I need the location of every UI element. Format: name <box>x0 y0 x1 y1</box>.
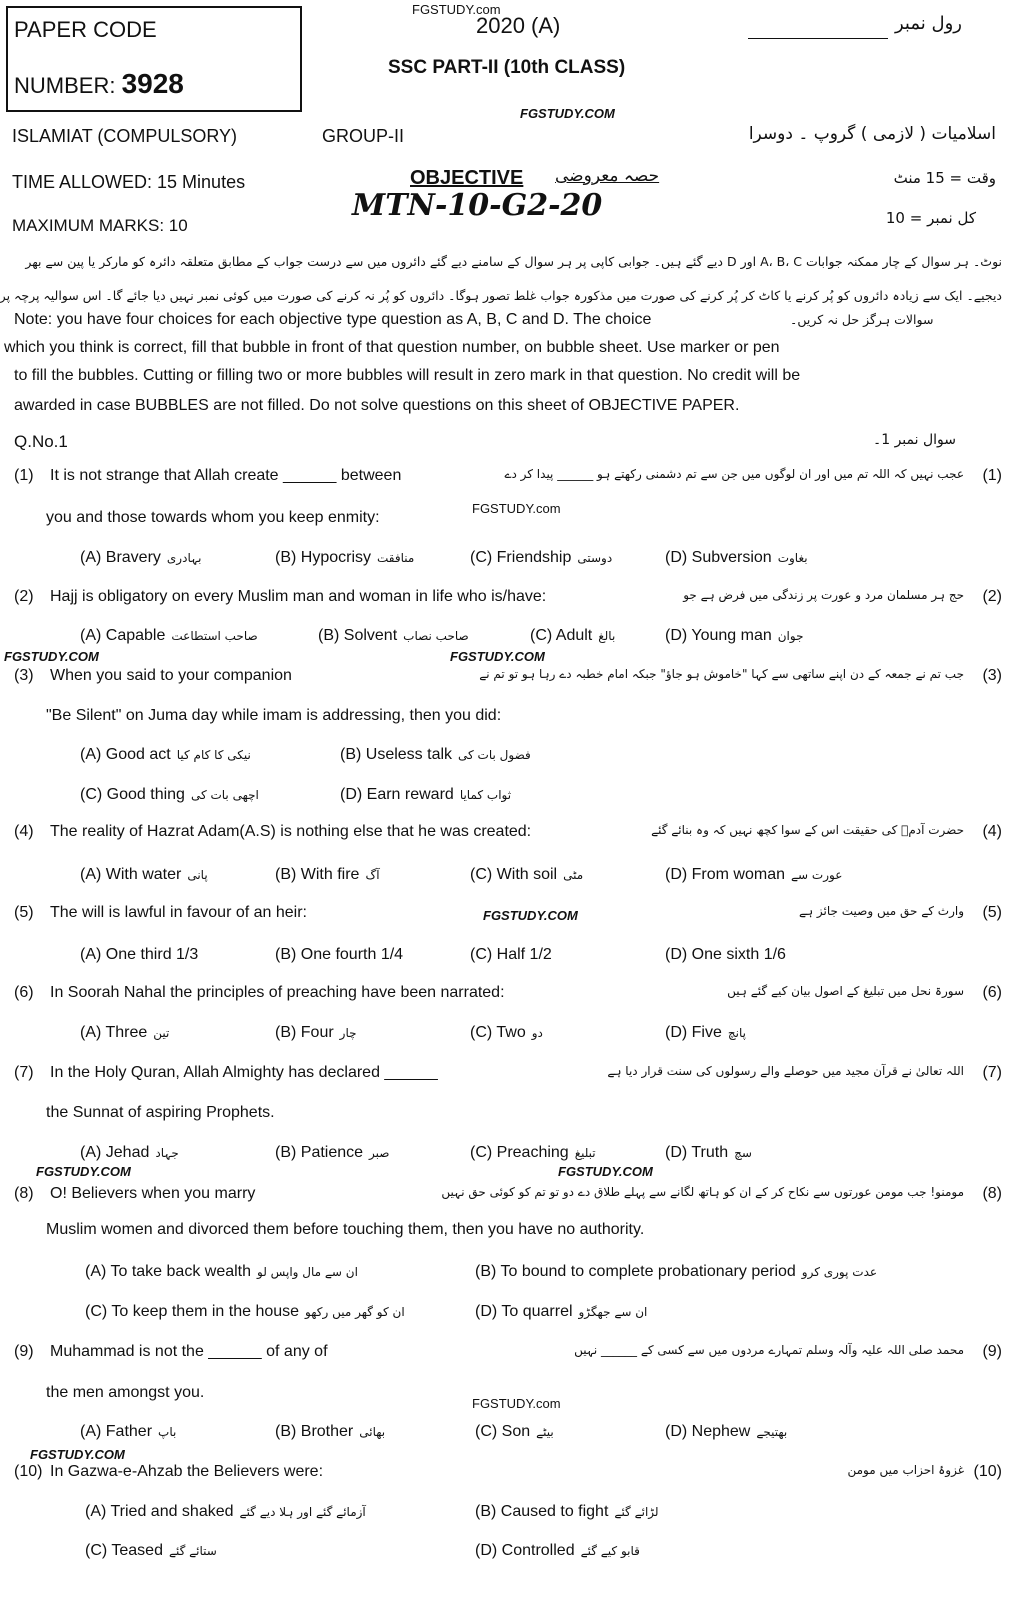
option-label: (B) Patience <box>275 1144 364 1161</box>
option-b <box>275 945 409 965</box>
option-label: (A) Three <box>80 1024 148 1041</box>
question-text: The will is lawful in favour of an heir: <box>50 904 307 921</box>
objective-urdu: حصہ معروضی <box>555 166 660 186</box>
roll-no-label: رول نمبر <box>895 13 962 34</box>
watermark: FGSTUDY.com <box>412 2 501 17</box>
option-urdu-label: صاحب نصاب <box>403 629 469 643</box>
question-number: (2) <box>14 588 34 605</box>
question-text: In Soorah Nahal the principles of preaching have been narrated: <box>50 984 505 1001</box>
option-d <box>665 1023 746 1043</box>
option-c <box>470 1023 543 1043</box>
question-urdu: حج ہر مسلمان مرد و عورت پر زندگی میں فرض ہے جو <box>683 588 964 602</box>
option-urdu-label: دوستی <box>577 551 613 565</box>
option-label: (B) With fire <box>275 866 360 883</box>
option-urdu-label: عورت سے <box>791 868 843 882</box>
question-number: (4) <box>14 823 34 840</box>
option-label: (D) Truth <box>665 1144 729 1161</box>
option-label: (A) Good act <box>80 746 171 763</box>
question-urdu: حضرت آدمؑ کی حقیقت اس کے سوا کچھ نہیں کہ وہ بنائے گئے <box>651 823 964 837</box>
option-urdu-label: تبلیغ <box>574 1146 596 1160</box>
option-a <box>80 548 201 568</box>
question-urdu: وارث کے حق میں وصیت جائز ہے <box>799 904 964 918</box>
question-urdu: اللہ تعالیٰ نے قرآن مجید میں حوصلے والے رسولوں کی سنت قرار دیا ہے <box>607 1064 964 1078</box>
option-d <box>475 1541 640 1561</box>
option-urdu-label: ستائے گئے <box>168 1544 217 1558</box>
option-d <box>340 785 511 805</box>
question-number: (5) <box>14 904 34 921</box>
option-urdu-label: باپ <box>158 1425 177 1439</box>
option-urdu-label: پانچ <box>727 1026 746 1040</box>
year: 2020 (A) <box>476 13 561 38</box>
subject: ISLAMIAT (COMPULSORY) <box>12 126 238 146</box>
option-urdu-label: بغاوت <box>777 551 808 565</box>
option-label: (A) Capable <box>80 627 166 644</box>
instruction-english-1: Note: you have four choices for each objective type question as A, B, C and D. The choice <box>14 311 652 328</box>
option-d <box>665 945 792 965</box>
paper-code-label: PAPER CODE <box>14 17 157 42</box>
option-urdu-label: منافقت <box>377 551 415 565</box>
option-a <box>80 1143 179 1163</box>
option-urdu-label: صبر <box>369 1146 390 1160</box>
option-urdu-label: بھتیجے <box>756 1425 788 1439</box>
instruction-urdu-3: سوالات ہرگز حل نہ کریں۔ <box>790 312 934 327</box>
number-label-text: NUMBER: <box>14 73 116 98</box>
class-title: SSC PART-II (10th CLASS) <box>388 57 626 78</box>
option-urdu-label: نیکی کا کام کیا <box>176 748 251 762</box>
option-c <box>470 945 558 965</box>
instruction-english-4: awarded in case BUBBLES are not filled. Do not solve questions on this sheet of OBJECTIVE PAPER. <box>14 397 740 414</box>
option-urdu-label: ان کو گھر میں رکھو <box>305 1305 405 1319</box>
watermark: FGSTUDY.com <box>472 1396 561 1411</box>
option-b <box>275 1023 357 1043</box>
option-label: (C) Two <box>470 1024 526 1041</box>
option-label: (C) To keep them in the house <box>85 1303 300 1320</box>
watermark: FGSTUDY.COM <box>483 908 578 923</box>
option-label: (C) Son <box>475 1423 531 1440</box>
option-label: (B) Four <box>275 1024 334 1041</box>
option-urdu-label: بہادری <box>166 551 202 565</box>
option-urdu-label: جوان <box>777 629 804 643</box>
option-c <box>80 785 259 805</box>
number-label <box>14 68 184 99</box>
option-b <box>275 1143 389 1163</box>
option-c <box>470 1143 596 1163</box>
option-d <box>665 548 808 568</box>
option-c <box>475 1422 554 1442</box>
option-urdu-label: ان سے مال واپس لو <box>257 1265 358 1279</box>
option-urdu-label: فضول بات کی <box>458 748 531 762</box>
option-label: (A) Bravery <box>80 549 161 566</box>
option-label: (C) Good thing <box>80 786 185 803</box>
question-text: Muhammad is not the ______ of any of <box>50 1343 328 1360</box>
option-label: (A) Jehad <box>80 1144 150 1161</box>
option-c <box>470 548 612 568</box>
question-number-right: (4) <box>982 823 1002 840</box>
question-number: (9) <box>14 1343 34 1360</box>
watermark: FGSTUDY.COM <box>30 1447 125 1462</box>
option-urdu-label: جہاد <box>155 1146 179 1160</box>
subject-urdu: اسلامیات ( لازمی ) گروپ ۔ دوسرا <box>748 124 996 144</box>
question-text: In Gazwa-e-Ahzab the Believers were: <box>50 1463 324 1480</box>
question-number-right: (9) <box>982 1343 1002 1360</box>
option-label: (B) Hypocrisy <box>275 549 372 566</box>
option-urdu-label: لڑائے گئے <box>614 1505 659 1519</box>
question-number-right: (2) <box>982 588 1002 605</box>
instruction-english-2: which you think is correct, fill that bubble in front of that question number, on bubble sheet. Use marker or pen <box>4 339 780 356</box>
watermark: FGSTUDY.COM <box>520 106 615 121</box>
option-label: (A) To take back wealth <box>85 1263 252 1280</box>
option-c <box>85 1541 217 1561</box>
question-number-right: (5) <box>982 904 1002 921</box>
option-label: (C) Preaching <box>470 1144 569 1161</box>
option-a <box>80 945 204 965</box>
instruction-english-3: to fill the bubbles. Cutting or filling two or more bubbles will result in zero mark in that question. No credit will be <box>14 367 801 384</box>
option-b <box>475 1502 659 1522</box>
option-c <box>85 1302 405 1322</box>
question-number: (10) <box>14 1463 43 1480</box>
instruction-urdu-1: نوٹ۔ ہر سوال کے چار ممکنہ جوابات A، B، C اور D دیے گئے ہیں۔ جوابی کاپی پر ہر سوال کے سامنے دیے گئے دائروں میں سے درست جواب کے مطابق متعلقہ دائرہ کو مارکر یا پین سے بھر <box>25 254 1002 269</box>
watermark: FGSTUDY.COM <box>36 1164 131 1179</box>
question-number: (3) <box>14 667 34 684</box>
roll-no-line <box>748 38 888 39</box>
option-urdu-label: پانی <box>187 868 208 882</box>
option-urdu-label: بیٹے <box>536 1425 554 1439</box>
option-b <box>275 548 414 568</box>
question-number: (1) <box>14 467 34 484</box>
question-urdu: مومنو! جب مومن عورتوں سے نکاح کر کے ان کو ہاتھ لگانے سے پہلے طلاق دے دو تو تم کو کوئی حق نہیں <box>441 1185 964 1199</box>
option-d <box>665 865 842 885</box>
question-urdu: عجب نہیں کہ اللہ تم میں اور ان لوگوں میں جن سے تم دشمنی رکھتے ہو ______ پیدا کر دے <box>504 467 964 481</box>
option-label: (B) To bound to complete probationary period <box>475 1263 796 1280</box>
watermark: FGSTUDY.com <box>472 501 561 516</box>
question-number-label: Q.No.1 <box>14 432 68 451</box>
option-label: (C) Friendship <box>470 549 572 566</box>
question-text-continued: the men amongst you. <box>46 1384 205 1401</box>
question-number-urdu: سوال نمبر 1۔ <box>873 432 956 448</box>
option-urdu-label: بالغ <box>598 629 616 643</box>
option-label: (B) One fourth 1/4 <box>275 946 404 963</box>
question-text-continued: the Sunnat of aspiring Prophets. <box>46 1104 275 1121</box>
option-label: (A) One third 1/3 <box>80 946 199 963</box>
option-label: (B) Useless talk <box>340 746 453 763</box>
option-b <box>475 1262 877 1282</box>
question-number: (8) <box>14 1185 34 1202</box>
question-text-continued: Muslim women and divorced them before touching them, then you have no authority. <box>46 1221 645 1238</box>
watermark: FGSTUDY.COM <box>450 649 545 664</box>
option-label: (B) Caused to fight <box>475 1503 609 1520</box>
option-d <box>665 1143 752 1163</box>
option-urdu-label: عدت پوری کرو <box>801 1265 878 1279</box>
watermark: FGSTUDY.COM <box>4 649 99 664</box>
option-label: (C) Half 1/2 <box>470 946 552 963</box>
question-urdu: سورۃ نحل میں تبلیغ کے اصول بیان کیے گئے ہیں <box>727 984 964 998</box>
question-text: In the Holy Quran, Allah Almighty has declared ______ <box>50 1064 438 1081</box>
option-c <box>470 865 583 885</box>
instruction-urdu-2: دیجیے۔ ایک سے زیادہ دائروں کو پُر کرنے یا کاٹ کر پُر کرنے کی صورت میں مذکورہ جواب غلط تصور ہوگا۔ دائروں کو پُر نہ کرنے کی صورت میں کوئی نمبر نہیں دیا جائے گا۔ اس سوالیہ پرچہ پر <box>0 288 1002 303</box>
question-number-right: (1) <box>982 467 1002 484</box>
maximum-marks: MAXIMUM MARKS: 10 <box>12 216 188 235</box>
option-label: (C) Adult <box>530 627 593 644</box>
option-a <box>85 1502 366 1522</box>
question-number-right: (10) <box>973 1463 1002 1480</box>
option-urdu-label: قابو کیے گئے <box>580 1544 640 1558</box>
paper-code-number: 3928 <box>121 68 184 99</box>
option-b <box>318 626 469 646</box>
option-label: (C) Teased <box>85 1542 163 1559</box>
option-a <box>80 745 251 765</box>
objective-label: OBJECTIVE <box>410 167 524 189</box>
question-number: (7) <box>14 1064 34 1081</box>
marks-urdu: کل نمبر = 10 <box>885 209 976 227</box>
question-text: It is not strange that Allah create ______ between <box>50 467 402 484</box>
option-urdu-label: صاحب استطاعت <box>171 629 258 643</box>
question-number-right: (6) <box>982 984 1002 1001</box>
option-a <box>80 1422 176 1442</box>
option-a <box>80 1023 169 1043</box>
option-urdu-label: چار <box>339 1026 357 1040</box>
option-label: (D) Five <box>665 1024 722 1041</box>
watermark: FGSTUDY.COM <box>558 1164 653 1179</box>
option-label: (D) Earn reward <box>340 786 454 803</box>
time-urdu: وقت = 15 منٹ <box>893 169 996 187</box>
option-d <box>475 1302 647 1322</box>
option-label: (D) To quarrel <box>475 1303 573 1320</box>
question-number: (6) <box>14 984 34 1001</box>
option-label: (A) With water <box>80 866 182 883</box>
question-number-right: (7) <box>982 1064 1002 1081</box>
option-b <box>340 745 531 765</box>
option-b <box>275 1422 385 1442</box>
option-label: (C) With soil <box>470 866 558 883</box>
question-text: When you said to your companion <box>50 667 292 684</box>
option-label: (D) Subversion <box>665 549 772 566</box>
question-urdu: محمد صلی اللہ علیہ وآلہ وسلم تمہارے مردوں میں سے کسی کے ______ نہیں <box>574 1343 964 1357</box>
option-urdu-label: سچ <box>734 1146 752 1160</box>
question-text: The reality of Hazrat Adam(A.S) is nothing else that he was created: <box>50 823 532 840</box>
option-urdu-label: تین <box>153 1026 170 1040</box>
option-urdu-label: بھائی <box>359 1425 386 1439</box>
option-label: (D) Nephew <box>665 1423 751 1440</box>
option-urdu-label: آگ <box>365 868 380 882</box>
option-label: (D) From woman <box>665 866 786 883</box>
option-label: (A) Tried and shaked <box>85 1503 234 1520</box>
question-number-right: (3) <box>982 667 1002 684</box>
option-urdu-label: ان سے جھگڑو <box>578 1305 648 1319</box>
question-text: O! Believers when you marry <box>50 1185 256 1202</box>
option-label: (B) Brother <box>275 1423 354 1440</box>
group: GROUP-II <box>322 126 405 146</box>
question-text-continued: you and those towards whom you keep enmity: <box>46 509 380 526</box>
option-label: (B) Solvent <box>318 627 398 644</box>
option-urdu-label: دو <box>531 1026 543 1040</box>
option-a <box>80 626 258 646</box>
question-urdu: غزوۂ احزاب میں مومن <box>847 1463 964 1477</box>
option-c <box>530 626 615 646</box>
option-label: (A) Father <box>80 1423 153 1440</box>
option-label: (D) Young man <box>665 627 772 644</box>
option-label: (D) Controlled <box>475 1542 575 1559</box>
option-a <box>80 865 208 885</box>
question-text-continued: "Be Silent" on Juma day while imam is addressing, then you did: <box>46 707 502 724</box>
option-d <box>665 1422 787 1442</box>
question-number-right: (8) <box>982 1185 1002 1202</box>
option-urdu-label: ثواب کمایا <box>459 788 512 802</box>
handwritten-code: MTN-10-G2-20 <box>352 188 603 223</box>
question-text: Hajj is obligatory on every Muslim man and woman in life who is/have: <box>50 588 547 605</box>
question-urdu: جب تم نے جمعہ کے دن اپنے ساتھی سے کہا "خاموش ہو جاؤ" جبکہ امام خطبہ دے رہا ہو تو تم نے <box>479 667 964 681</box>
time-allowed: TIME ALLOWED: 15 Minutes <box>12 172 246 192</box>
option-urdu-label: آزمائے گئے اور ہلا دیے گئے <box>239 1505 366 1519</box>
option-urdu-label: اچھی بات کی <box>190 788 259 802</box>
option-a <box>85 1262 358 1282</box>
option-label: (D) One sixth 1/6 <box>665 946 786 963</box>
option-b <box>275 865 380 885</box>
option-urdu-label: مٹی <box>563 868 584 882</box>
option-d <box>665 626 804 646</box>
